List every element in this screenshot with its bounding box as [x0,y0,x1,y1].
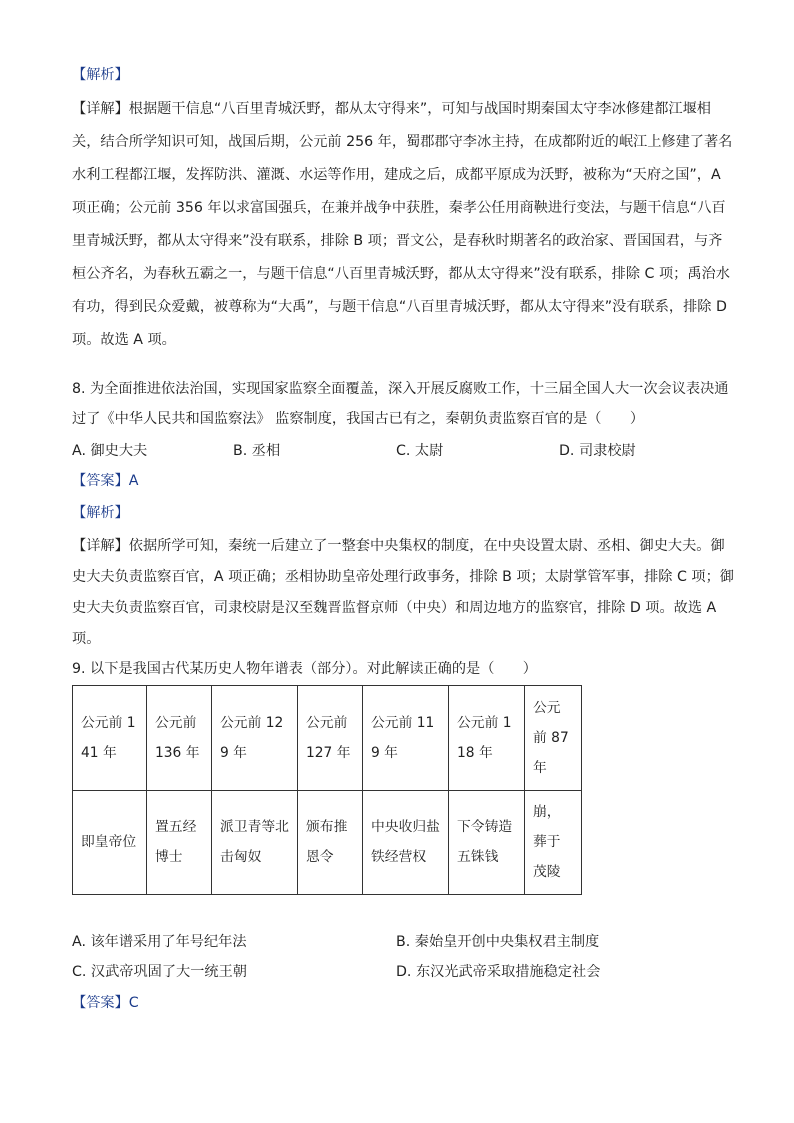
table-row-years [73,686,582,791]
table-cell-event: 即皇帝位 [73,790,147,895]
detail-line: 里青城沃野，都从太守得来”没有联系，排除 B 项；晋文公，是春秋时期著名的政治家、晋国国君，与齐 [72,233,723,249]
q8-stem-line: 过了《中华人民共和国监察法》 监察制度，我国古已有之，秦朝负责监察百官的是（ ） [72,411,645,427]
table-cell-event: 置五经博士 [147,790,212,895]
table-cell-event: 崩，葬于茂陵 [525,790,582,895]
table-cell-year: 公元前 129 年 [212,686,298,791]
q9-option-c: C. 汉武帝巩固了大一统王朝 [72,964,247,980]
table-cell-year: 公元前 118 年 [449,686,525,791]
q8-option-d: D. 司隶校尉 [559,443,636,459]
q9-stem: 9. 以下是我国古代某历史人物年谱表（部分）。对此解读正确的是（ ） [72,661,537,677]
table-cell-event: 下令铸造五铢钱 [449,790,525,895]
table-cell-event: 派卫青等北击匈奴 [212,790,298,895]
table-cell-year: 公元前 87 年 [525,686,582,791]
detail-line: 水利工程都江堰，发挥防洪、灌溉、水运等作用，建成之后，成都平原成为沃野，被称为“天府之国”，A [72,167,721,183]
detail-line: 关，结合所学知识可知，战国后期，公元前 256 年，蜀郡郡守李冰主持，在成都附近的岷江上修建了著名 [72,134,733,150]
q8-detail-line: 史大夫负责监察百官，司隶校尉是汉至魏晋监督京师（中央）和周边地方的监察官，排除 D 项。故选 A [72,600,717,616]
table-cell-year: 公元前 136 年 [147,686,212,791]
q8-analysis-label: 【解析】 [72,505,129,521]
q8-option-b: B. 丞相 [233,443,281,459]
q9-answer: 【答案】C [72,995,139,1011]
q8-option-a: A. 御史大夫 [72,443,148,459]
detail-line: 有功，得到民众爱戴，被尊称为“大禹”，与题干信息“八百里青城沃野，都从太守得来”没有联系，排除 D [72,299,727,315]
q8-detail-line: 【详解】依据所学可知，秦统一后建立了一整套中央集权的制度，在中央设置太尉、丞相、御史大夫。御 [72,538,725,554]
table-row-events [73,790,582,895]
chronology-table [72,685,582,895]
table-cell-event: 中央收归盐铁经营权 [363,790,449,895]
detail-line: 【详解】根据题干信息“八百里青城沃野，都从太守得来”，可知与战国时期秦国太守李冰修建都江堰相 [72,101,711,117]
table-cell-event: 颁布推恩令 [298,790,363,895]
detail-line: 桓公齐名，为春秋五霸之一，与题干信息“八百里青城沃野，都从太守得来”没有联系，排除 C 项；禹治水 [72,266,730,282]
q8-detail-line: 项。 [72,631,101,647]
analysis-label-q7: 【解析】 [72,67,129,83]
q8-answer: 【答案】A [72,473,139,489]
table-cell-year: 公元前 119 年 [363,686,449,791]
detail-line: 项正确；公元前 356 年以求富国强兵，在兼并战争中获胜，秦孝公任用商鞅进行变法，与题干信息“八百 [72,200,726,216]
q8-stem-line: 8. 为全面推进依法治国，实现国家监察全面覆盖，深入开展反腐败工作，十三届全国人大一次会议表决通 [72,381,729,397]
q8-option-c: C. 太尉 [396,443,444,459]
q9-option-a: A. 该年谱采用了年号纪年法 [72,934,247,950]
table-cell-year: 公元前 141 年 [73,686,147,791]
detail-line: 项。故选 A 项。 [72,332,176,348]
q9-option-b: B. 秦始皇开创中央集权君主制度 [396,934,600,950]
q9-option-d: D. 东汉光武帝采取措施稳定社会 [396,964,601,980]
q8-detail-line: 史大夫负责监察百官，A 项正确；丞相协助皇帝处理行政事务，排除 B 项；太尉掌管军事，排除 C 项；御 [72,569,734,585]
table-cell-year: 公元前 127 年 [298,686,363,791]
